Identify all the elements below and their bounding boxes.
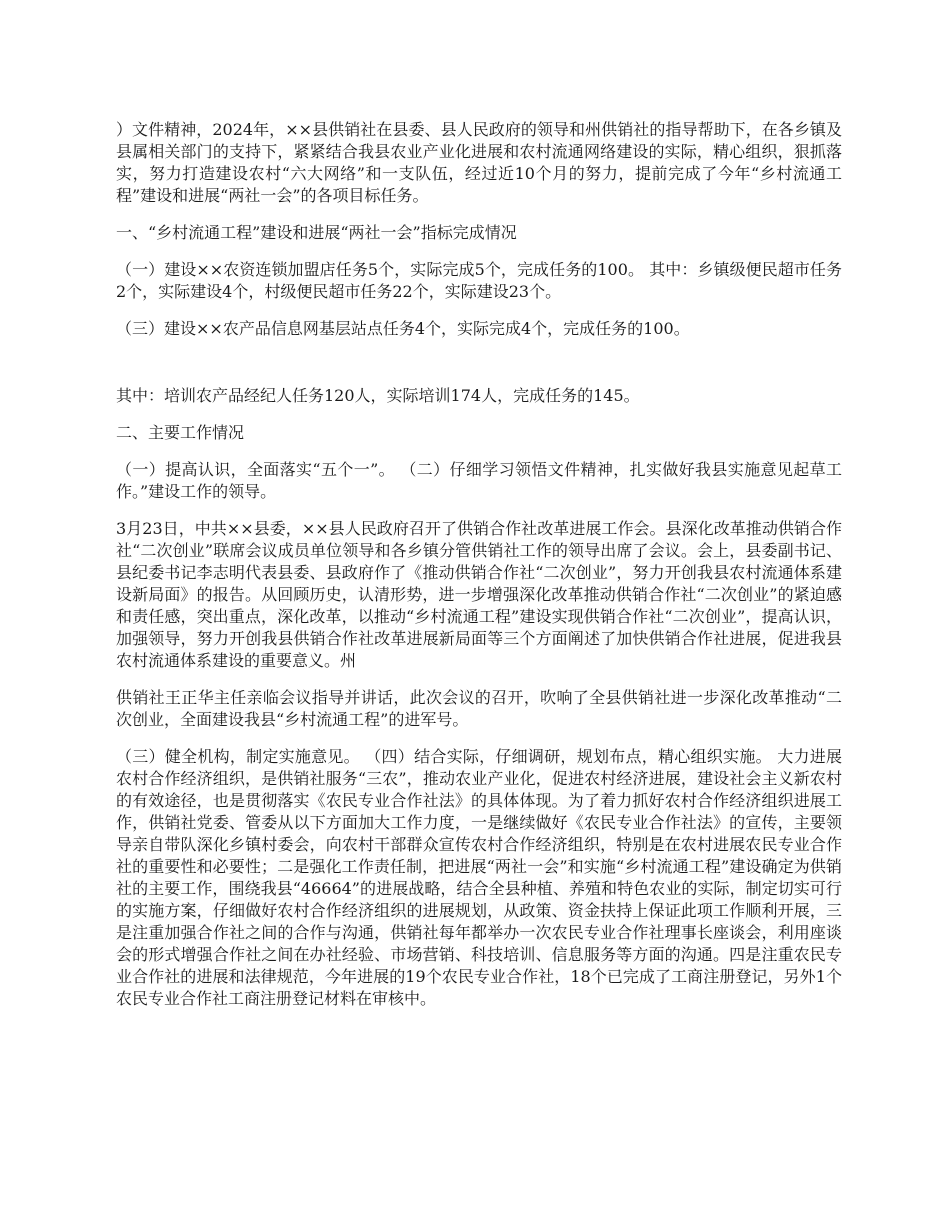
intro-paragraph: ）文件精神，2024年，××县供销社在县委、县人民政府的领导和州供销社的指导帮助下，在各乡镇及县属相关部门的支持下，紧紧结合我县农业产业化进展和农村流通网络建设的实际，精心组织，狠抓落实，努力打造建设农村“六大网络”和一支队伍，经过近10个月的努力，提前完成了今年“乡村流通工程”建设和进展“两社一会”的各项目标任务。 (116, 120, 842, 205)
section-heading-2: 二、主要工作情况 (116, 423, 245, 442)
blank-gap (116, 355, 842, 385)
organization-paragraph: （三）健全机构，制定实施意见。 （四）结合实际，仔细调研，规划布点，精心组织实施。 大力进展农村合作经济组织，是供销社服务“三农”，推动农业产业化，促进农村经济进展，建设社会主义新农村的有效途径，也是贯彻落实《农民专业合作社法》的具体体现。为了着力抓好农村合作经济组织进展工作，供销社党委、管委从以下方面加大工作力度，一是继续做好《农民专业合作社法》的宣传，主要领导亲自带队深化乡镇村委会，向农村干部群众宣传农村合作经济组织，特别是在农村进展农民专业合作社的重要性和必要性；二是强化工作责任制，把进展“两社一会”和实施“乡村流通工程”建设确定为供销社的主要工作，围绕我县“46664”的进展战略，结合全县种植、养殖和特色农业的实际，制定切实可行的实施方案，仔细做好农村合作经济组织的进展规划，从政策、资金扶持上保证此项工作顺利开展，三是注重加强合作社之间的合作与沟通，供销社每年都举办一次农民专业合作社理事长座谈会，利用座谈会的形式增强合作社之间在办社经验、市场营销、科技培训、信息服务等方面的沟通。四是注重农民专业合作社的进展和法律规范，今年进展的19个农民专业合作社，18个已完成了工商注册登记，另外1个农民专业合作社工商注册登记材料在审核中。 (116, 747, 842, 1008)
work-item-paragraph: （一）提高认识，全面落实“五个一”。 （二）仔细学习领悟文件精神，扎实做好我县实施意见起草工作。”建设工作的领导。 (116, 460, 842, 501)
speech-paragraph: 供销社王正华主任亲临会议指导并讲话，此次会议的召开，吹响了全县供销社进一步深化改革推动“二次创业，全面建设我县“乡村流通工程”的进军号。 (116, 688, 842, 729)
meeting-paragraph: 3月23日，中共××县委，××县人民政府召开了供销合作社改革进展工作会。县深化改革推动供销合作社“二次创业”联席会议成员单位领导和各乡镇分管供销社工作的领导出席了会议。会上，县委副书记、县纪委书记李志明代表县委、县政府作了《推动供销合作社“二次创业”，努力开创我县农村流通体系建设新局面》的报告。从回顾历史，认清形势，进一步增强深化改革推动供销合作社“二次创业”的紧迫感和责任感，突出重点，深化改革，以推动“乡村流通工程”建设实现供销合作社“二次创业”，提高认识，加强领导，努力开创我县供销合作社改革进展新局面等三个方面阐述了加快供销合作社进展，促进我县农村流通体系建设的重要意义。州 (116, 519, 842, 670)
item-paragraph-3: （三）建设××农产品信息网基层站点任务4个，实际完成4个，完成任务的100。 (116, 319, 690, 338)
item-paragraph-1: （一）建设××农资连锁加盟店任务5个，实际完成5个，完成任务的100。 其中：乡镇级便民超市任务2个，实际建设4个，村级便民超市任务22个，实际建设23个。 (116, 260, 842, 301)
section-heading-1: 一、“乡村流通工程”建设和进展“两社一会”指标完成情况 (116, 223, 517, 242)
training-paragraph: 其中：培训农产品经纪人任务120人，实际培训174人，完成任务的145。 (116, 386, 640, 405)
document-page (116, 119, 842, 1025)
